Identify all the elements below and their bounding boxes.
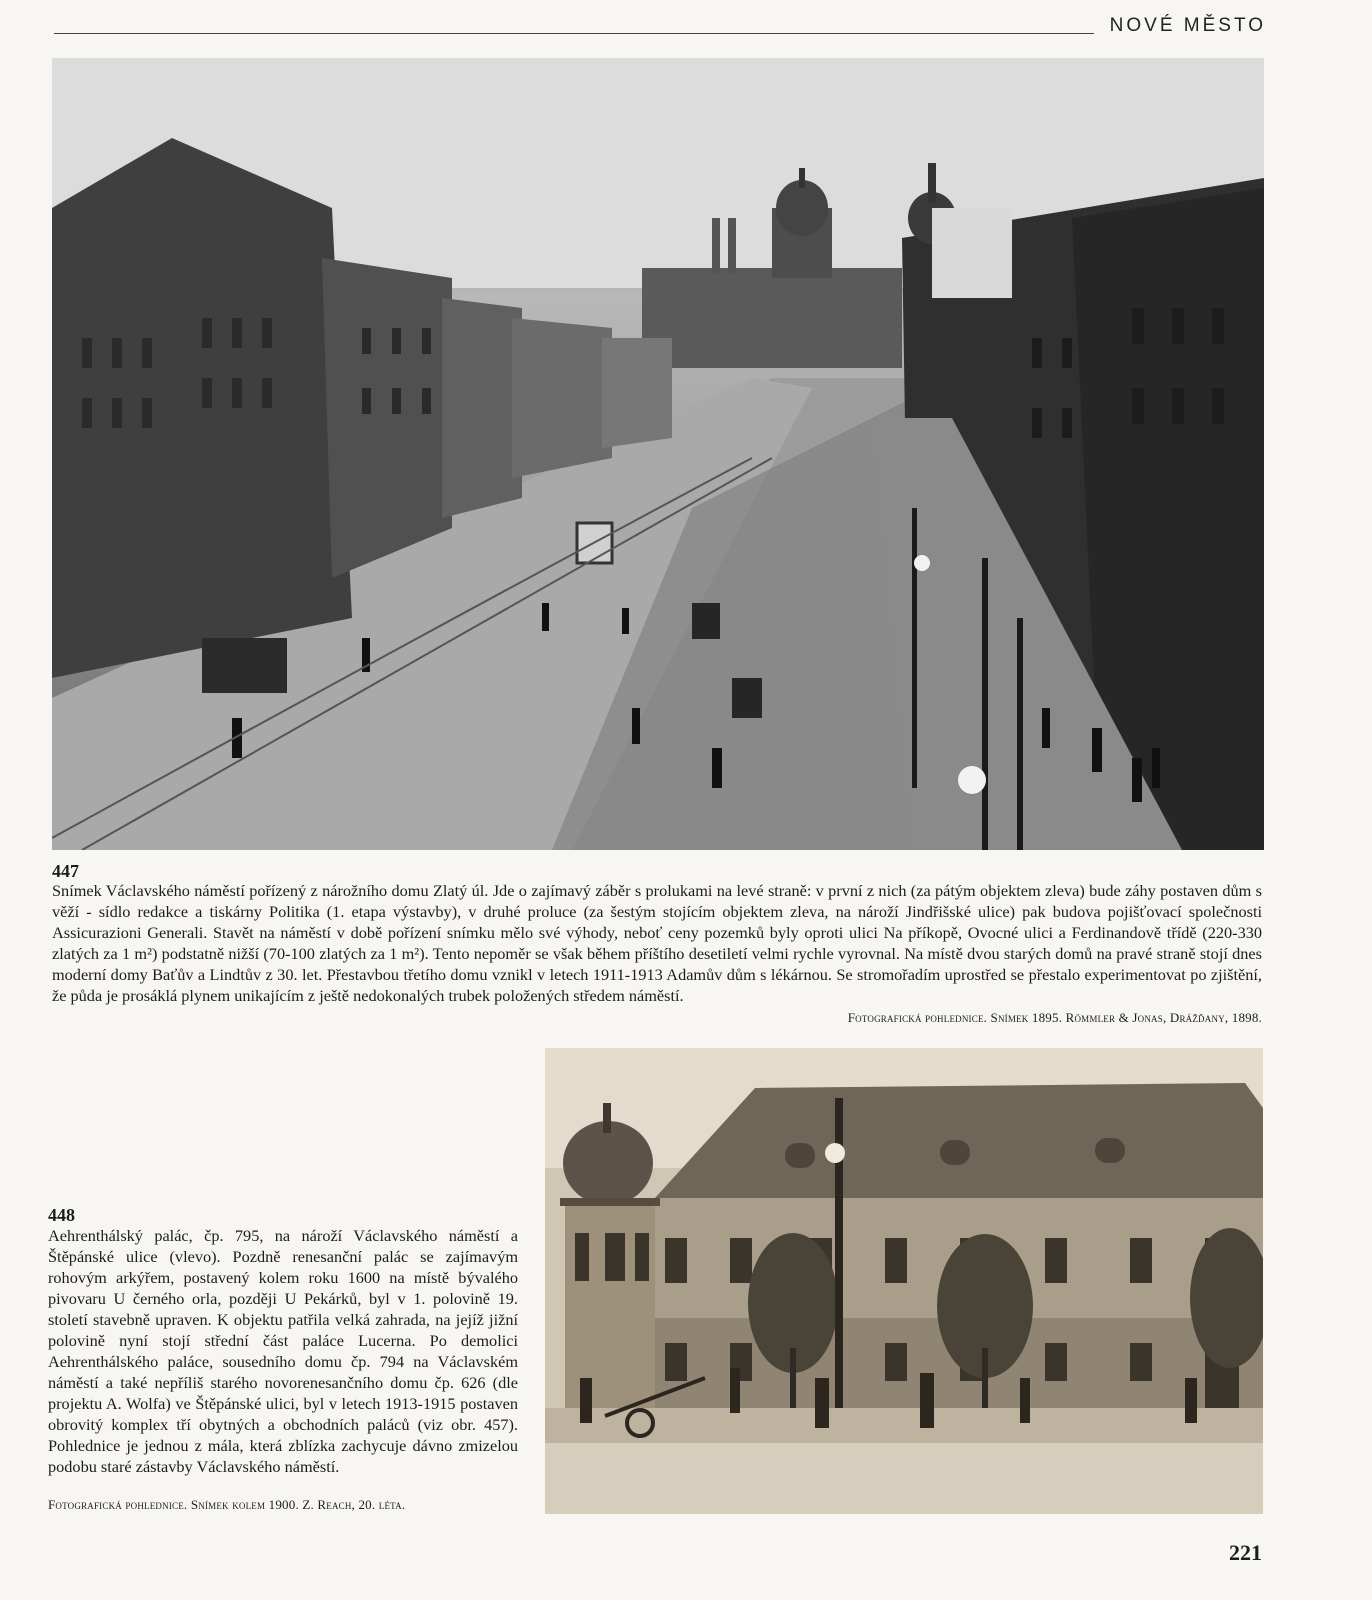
page-number: 221 [1229,1540,1262,1565]
section-title: NOVÉ MĚSTO [1109,15,1266,36]
figure-448-number: 448 [48,1205,75,1225]
figure-447-caption: Snímek Václavského náměstí pořízený z nárožního domu Zlatý úl. Jde o zajímavý záběr s prolukami na levé straně: v první z nich (za pátým objektem zleva) bude záhy postaven dům s věží - sídlo redakce a tiskárny Politika (1. etapa výstavby), v druhé proluce (za šestým stojícím objektem zleva, na nároží Jindřišské ulice) pak budova pojišťovací společnosti Assicurazioni Generali. Stavět na náměstí v době pořízení snímku mělo své výhody, neboť ceny pozemků byly oproti ulici Na příkopě, Ovocné ulici a Ferdinandově třídě (220-330 zlatých za 1 m²) podstatně nižší (70-100 zlatých za 1 m²). Tento nepoměr se však během příštího desetiletí velmi rychle vyrovnal. Na místě dvou starých domů na pravé straně stojí dnes moderní domy Baťův a Lindtův z 30. let. Přestavbou třetího domu vznikl v letech 1911-1913 Adamův dům s lékárnou. Se stromořadím uprostřed se přestalo experimentovat po zjištění, že půda je prosáklá plynem unikajícím z ještě nedokonalých trubek položených středem náměstí. [52,881,1262,1005]
figure-447-number: 447 [52,861,79,881]
photo-aehrenthal-palace [545,1048,1263,1514]
photo-wenceslas-square [52,58,1264,850]
figure-448-source: Fotografická pohlednice. Snímek kolem 1900. Z. Reach, 20. léta. [48,1497,406,1512]
aehrenthal-palace-illustration [545,1048,1263,1514]
header-rule [54,33,1094,34]
figure-447-source: Fotografická pohlednice. Snímek 1895. Römmler & Jonas, Drážďany, 1898. [847,1010,1262,1025]
wenceslas-square-illustration [52,58,1264,850]
figure-448-caption: Aehrenthálský palác, čp. 795, na nároží Václavského náměstí a Štěpánské ulice (vlevo). Pozdně renesanční palác se zajímavým rohovým arkýřem, postavený kolem roku 1600 na místě bývalého pivovaru U černého orla, později U Pekárků, byl v 1. polovině 19. století stavebně upraven. K objektu patřila velká zahrada, na jejíž jižní polovině nyní stojí střední část paláce Lucerna. Po demolici Aehrenthálského paláce, sousedního domu čp. 794 na Václavském náměstí a také nepříliš starého novorenesančního domu čp. 626 (dle projektu A. Wolfa) ve Štěpánské ulici, byl v letech 1913-1915 postaven obrovitý komplex tří obytných a obchodních paláců (viz obr. 457). Pohlednice je jednou z mála, která zblízka zachycuje dávno zmizelou podobu staré zástavby Václavského náměstí. [48,1226,518,1476]
